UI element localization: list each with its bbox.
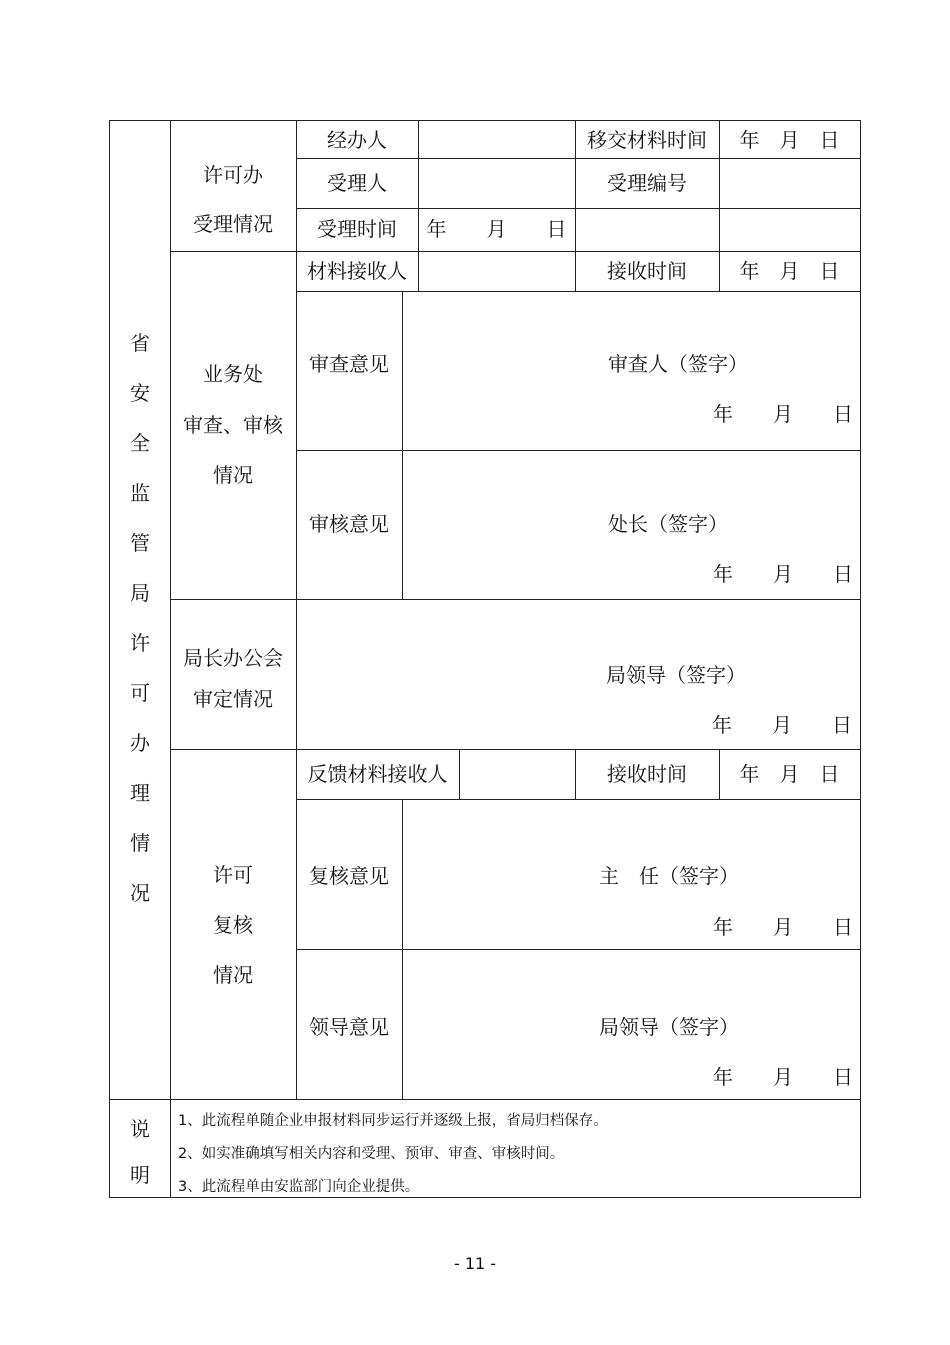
- recheck-date[interactable]: 年 月 日: [713, 915, 853, 939]
- grid-line: [170, 121, 171, 1099]
- recheck-label-line3: 情况: [213, 963, 253, 987]
- section-vertical-label: [120, 318, 160, 918]
- review-label-line3: 情况: [213, 463, 253, 487]
- grid-line: [110, 1099, 860, 1100]
- review-opinion-label: 审查意见: [309, 352, 389, 376]
- vertical-char: 局: [130, 581, 150, 605]
- recheck-label-line1: 许可: [213, 863, 253, 887]
- vertical-char: 情: [130, 831, 150, 855]
- acceptor-label: 受理人: [327, 171, 387, 195]
- grid-line: [170, 599, 860, 600]
- intake-label-line2: 受理情况: [193, 212, 273, 236]
- accept-time-label: 受理时间: [317, 217, 397, 241]
- grid-line: [459, 749, 460, 799]
- approval-flow-form: [109, 120, 861, 1198]
- grid-line: [170, 1099, 171, 1197]
- leader-date[interactable]: 年 月 日: [713, 1065, 853, 1089]
- grid-line: [296, 158, 860, 159]
- grid-line: [296, 208, 860, 209]
- reviewer-sign: 审查人（签字）: [608, 352, 748, 376]
- vertical-char: 监: [130, 481, 150, 505]
- grid-line: [296, 949, 860, 950]
- vertical-char: 况: [130, 881, 150, 905]
- page-number: - 11 -: [453, 1254, 497, 1273]
- receive-date[interactable]: 年 月 日: [739, 259, 840, 283]
- receive-time-label: 接收时间: [607, 259, 687, 283]
- meeting-label-line1: 局长办公会: [183, 646, 283, 670]
- transfer-date[interactable]: 年 月 日: [739, 128, 840, 152]
- leader-opinion-label: 领导意见: [309, 1015, 389, 1039]
- review-date[interactable]: 年 月 日: [713, 402, 853, 426]
- audit-date[interactable]: 年 月 日: [713, 562, 853, 586]
- intake-label-line1: 许可办: [203, 163, 263, 187]
- recheck-receive-time-label: 接收时间: [607, 762, 687, 786]
- grid-line: [296, 450, 860, 451]
- vertical-char: 可: [130, 681, 150, 705]
- grid-line: [296, 291, 860, 292]
- vertical-char: 省: [130, 331, 150, 355]
- recheck-opinion-label: 复核意见: [309, 864, 389, 888]
- feedback-receiver-label: 反馈材料接收人: [307, 762, 448, 786]
- audit-opinion-label: 审核意见: [309, 512, 389, 536]
- grid-line: [170, 251, 860, 252]
- transfer-time-label: 移交材料时间: [587, 128, 707, 152]
- review-label-line1: 业务处: [203, 362, 263, 386]
- grid-line: [418, 251, 419, 291]
- vertical-char: 办: [130, 731, 150, 755]
- director-sign: 主 任（签字）: [599, 864, 739, 888]
- vertical-char: 许: [130, 631, 150, 655]
- note-item: 3、此流程单由安监部门向企业提供。: [178, 1179, 420, 1195]
- grid-line: [296, 799, 860, 800]
- vertical-char: 全: [130, 431, 150, 455]
- vertical-char: 管: [130, 531, 150, 555]
- chief-sign: 处长（签字）: [608, 512, 728, 536]
- meeting-date[interactable]: 年 月 日: [712, 713, 852, 737]
- handler-label: 经办人: [327, 128, 387, 152]
- notes-label-char: 明: [130, 1163, 150, 1187]
- meeting-leader-sign: 局领导（签字）: [606, 663, 746, 687]
- accept-date[interactable]: 年 月 日: [426, 217, 567, 241]
- accept-no-label: 受理编号: [607, 171, 687, 195]
- recheck-leader-sign: 局领导（签字）: [599, 1015, 739, 1039]
- receiver-label: 材料接收人: [307, 259, 407, 283]
- grid-line: [170, 749, 860, 750]
- recheck-receive-date[interactable]: 年 月 日: [739, 762, 840, 786]
- grid-line: [402, 291, 403, 599]
- review-label-line2: 审查、审核: [183, 413, 283, 437]
- notes-label-char: 说: [130, 1117, 150, 1141]
- recheck-label-line2: 复核: [213, 913, 253, 937]
- vertical-char: 安: [130, 381, 150, 405]
- note-item: 2、如实准确填写相关内容和受理、预审、审查、审核时间。: [178, 1146, 565, 1162]
- meeting-label-line2: 审定情况: [193, 687, 273, 711]
- vertical-char: 理: [130, 781, 150, 805]
- note-item: 1、此流程单随企业申报材料同步运行并逐级上报，省局归档保存。: [178, 1113, 608, 1129]
